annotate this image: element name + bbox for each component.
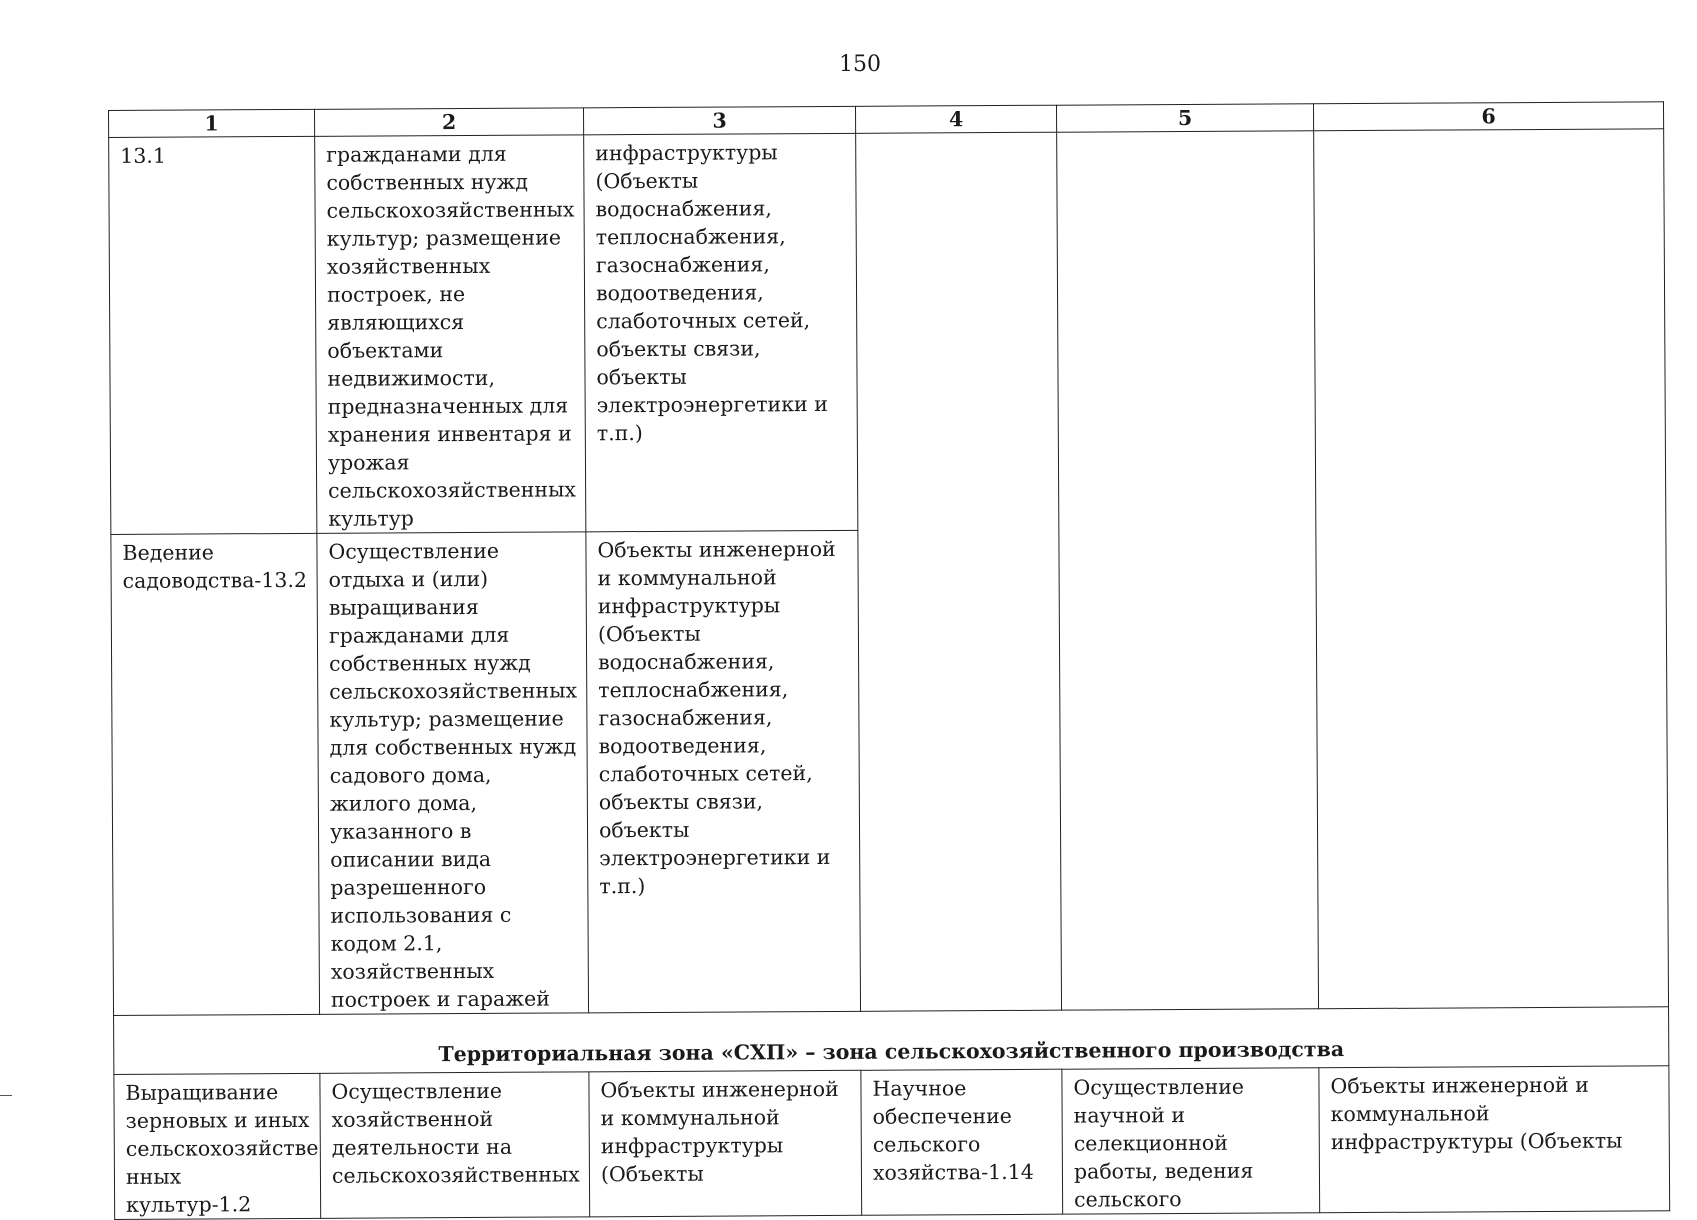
column-header: 4 — [855, 105, 1056, 133]
table-cell-empty — [856, 132, 1062, 1011]
zone-title: Территориальная зона «СХП» – зона сельскохозяйственного производства — [114, 1007, 1669, 1075]
table-cell-objects: инфраструктуры (Объекты водоснабжения, теплоснабжения, газоснабжения, водоотведения, слаботочных сетей, объекты связи, объекты электроэнергетики и т.п.) — [584, 133, 858, 532]
zoning-table — [108, 101, 1670, 1220]
column-header: 3 — [583, 106, 855, 135]
table-cell-objects: Объекты инженерной и коммунальной инфраструктуры (Объекты — [589, 1070, 862, 1217]
table-cell-conditional-description: Осуществление научной и селекционной работы, ведения сельского — [1062, 1068, 1320, 1214]
column-header: 5 — [1056, 104, 1313, 132]
table-cell-objects: Объекты инженерной и коммунальной инфраструктуры (Объекты водоснабжения, теплоснабжения, газоснабжения, водоотведения, слаботочных сетей, объекты связи, объекты электроэнергетики и т.п.) — [586, 530, 861, 1013]
table-cell-conditional-use: Научное обеспечение сельского хозяйства-1.14 — [861, 1069, 1063, 1215]
table-row — [109, 129, 1666, 535]
column-header: 2 — [314, 108, 583, 137]
table-cell-code: Выращивание зерновых и иных сельскохозяйстве нных культур-1.2 — [114, 1073, 321, 1219]
column-header: 6 — [1313, 102, 1663, 131]
table-cell-empty — [1314, 129, 1669, 1009]
table-cell-description: Осуществление хозяйственной деятельности на сельскохозяйственных — [320, 1072, 590, 1219]
margin-mark — [0, 1095, 12, 1096]
page-number: 150 — [839, 52, 881, 77]
table-cell-description: гражданами для собственных нужд сельскохозяйственных культур; размещение хозяйственных построек, не являющихся объектами недвижимости, предназначенных для хранения инвентаря и урожая сельскохозяйственных культур — [315, 135, 586, 533]
zoning-table-sheet — [108, 101, 1669, 1220]
table-cell-code: 13.1 — [109, 136, 317, 534]
zone-title-row — [114, 1007, 1669, 1075]
table-cell-code: Ведение садоводства-13.2 — [111, 533, 320, 1015]
table-cell-empty — [1057, 131, 1319, 1010]
table-cell-description: Осуществление отдыха и (или) выращивания гражданами для собственных нужд сельскохозяйственных культур; размещение для собственных нужд садового дома, жилого дома, указанного в описании вида разрешенного использования с кодом 2.1, хозяйственных построек и гаражей — [317, 532, 589, 1014]
table-cell-conditional-objects: Объекты инженерной и коммунальной инфраструктуры (Объекты — [1319, 1066, 1670, 1213]
table-row — [114, 1066, 1670, 1220]
column-header: 1 — [109, 109, 315, 137]
